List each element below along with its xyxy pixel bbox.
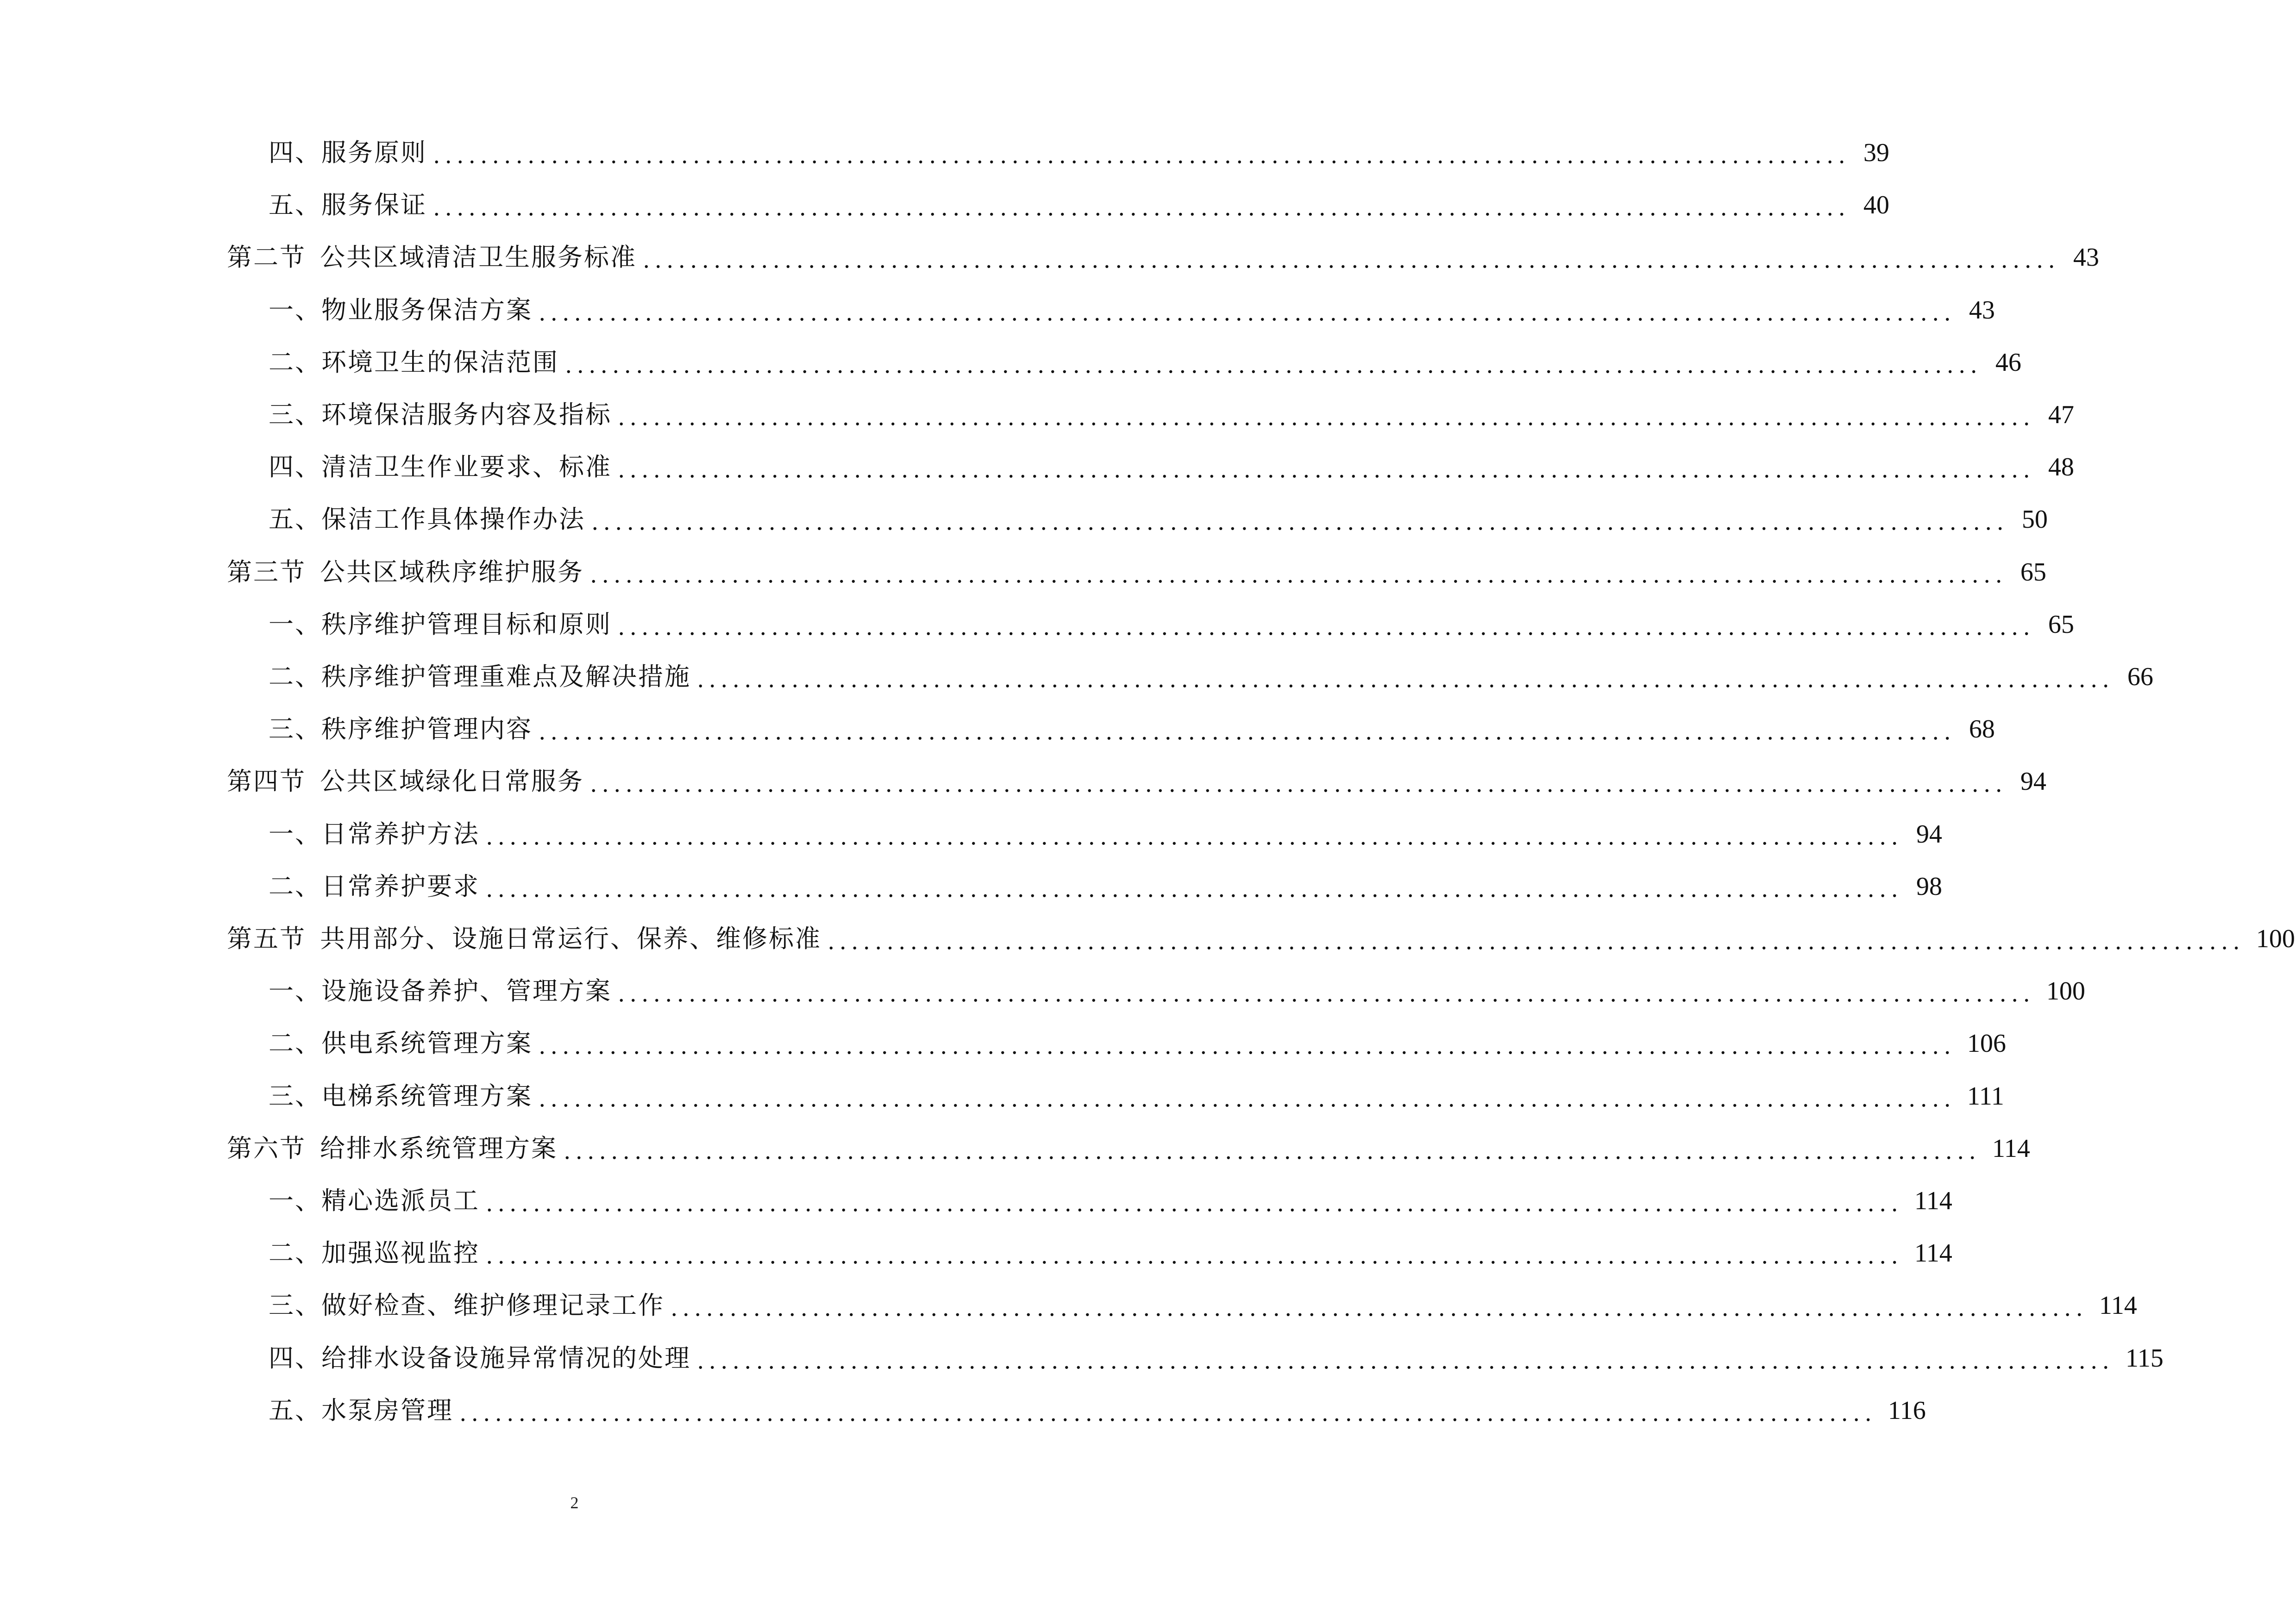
toc-dot-leader: ........................................................................................................................ [486,822,1903,850]
toc-page-number: 114 [1914,1187,1952,1215]
toc-entry-title [227,761,584,802]
toc-subsection-entry[interactable] [269,499,2048,540]
toc-dot-leader: ........................................................................................................................ [565,350,1982,378]
toc-section-number: 第四节 [227,767,306,796]
toc-page-number: 43 [2073,243,2099,272]
toc-entry-title [269,1285,665,1326]
toc-dot-leader: ........................................................................................................................ [618,403,2035,431]
toc-page-number: 114 [1992,1134,2030,1163]
toc-entry-label: 公共区域清洁卫生服务标准 [320,243,637,272]
toc-page-number: 111 [1967,1081,2004,1111]
toc-dot-leader: ........................................................................................................................ [592,507,2009,536]
toc-entry-title [269,813,480,855]
toc-dot-leader: ........................................................................................................................ [539,298,1956,326]
toc-dot-leader: ........................................................................................................................ [618,612,2035,640]
toc-entry-title [269,1232,480,1274]
toc-dot-leader: ........................................................................................................................ [697,1346,2114,1374]
toc-section-number: 第六节 [227,1133,306,1163]
toc-entry-label: 二、加强巡视监控 [269,1238,480,1268]
toc-page-number: 50 [2022,505,2048,534]
toc-section-entry[interactable] [227,761,2046,802]
toc-subsection-entry[interactable] [269,970,2085,1012]
toc-dot-leader: ........................................................................................................................ [486,1189,1903,1217]
toc-entry-label: 公共区域绿化日常服务 [320,767,584,796]
toc-entry-label: 三、做好检查、维护修理记录工作 [269,1291,665,1320]
toc-page-number: 68 [1969,715,1995,744]
toc-entry-title [269,708,533,750]
toc-entry-label: 五、保洁工作具体操作办法 [269,505,585,534]
toc-page-number: 94 [2020,767,2046,796]
toc-subsection-entry[interactable] [269,1023,2006,1064]
toc-section-number: 第五节 [227,924,306,953]
toc-entry-label: 四、给排水设备设施异常情况的处理 [269,1343,691,1373]
toc-page-number: 66 [2127,662,2153,691]
toc-entry-title [269,1075,533,1117]
toc-subsection-entry[interactable] [269,1337,2163,1379]
toc-dot-leader: ........................................................................................................................ [486,1241,1903,1269]
toc-entry-label: 一、物业服务保洁方案 [269,295,533,325]
toc-dot-leader: ........................................................................................................................ [828,927,2245,955]
toc-page-number: 106 [1967,1029,2006,1058]
toc-subsection-entry[interactable] [269,394,2074,436]
toc-subsection-entry[interactable] [269,446,2074,488]
toc-entry-title [269,132,427,174]
toc-page-number: 116 [1888,1396,1926,1425]
toc-subsection-entry[interactable] [269,656,2153,698]
toc-subsection-entry[interactable] [269,604,2074,645]
toc-dot-leader: ........................................................................................................................ [433,193,1850,221]
toc-section-number: 第二节 [227,243,306,272]
toc-entry-label: 共用部分、设施日常运行、保养、维修标准 [320,924,821,953]
toc-entry-label: 一、设施设备养护、管理方案 [269,976,612,1006]
toc-entry-label: 二、日常养护要求 [269,871,480,901]
toc-entry-title [227,1128,558,1169]
toc-page-number: 100 [2046,977,2085,1006]
toc-entry-title [269,1337,691,1379]
toc-dot-leader: ........................................................................................................................ [460,1398,1877,1426]
toc-entry-title [269,604,612,645]
toc-entry-title [227,918,821,960]
toc-page-number: 47 [2048,400,2074,429]
toc-dot-leader: ........................................................................................................................ [539,1084,1956,1112]
toc-entry-title [269,289,533,331]
toc-dot-leader: ........................................................................................................................ [618,455,2035,483]
toc-entry-title [269,1390,453,1431]
toc-entry-title [269,499,585,540]
toc-entry-label: 给排水系统管理方案 [320,1133,558,1163]
page-number: 2 [570,1493,579,1512]
toc-dot-leader: ........................................................................................................................ [671,1293,2088,1322]
toc-subsection-entry[interactable] [269,1075,2004,1117]
toc-subsection-entry[interactable] [269,1232,1952,1274]
toc-entry-label: 五、服务保证 [269,190,427,220]
toc-subsection-entry[interactable] [269,813,1942,855]
toc-subsection-entry[interactable] [269,708,1995,750]
toc-entry-title [269,970,612,1012]
toc-entry-label: 二、供电系统管理方案 [269,1029,533,1058]
toc-entry-title [227,237,637,278]
toc-page-number: 100 [2256,924,2295,953]
toc-page-number: 94 [1916,819,1942,849]
toc-subsection-entry[interactable] [269,184,1889,226]
toc-subsection-entry[interactable] [269,289,1995,331]
toc-dot-leader: ........................................................................................................................ [618,979,2035,1007]
toc-dot-leader: ........................................................................................................................ [486,874,1903,902]
toc-dot-leader: ........................................................................................................................ [590,769,2007,798]
toc-dot-leader: ........................................................................................................................ [433,141,1850,169]
toc-subsection-entry[interactable] [269,342,2021,383]
toc-entry-label: 二、环境卫生的保洁范围 [269,347,559,377]
toc-entry-label: 三、环境保洁服务内容及指标 [269,400,612,429]
toc-entry-label: 一、日常养护方法 [269,819,480,849]
toc-entry-label: 二、秩序维护管理重难点及解决措施 [269,662,691,691]
toc-entry-label: 公共区域秩序维护服务 [320,557,584,587]
toc-entry-label: 五、水泵房管理 [269,1395,453,1425]
toc-entry-title [269,866,480,907]
toc-dot-leader: ........................................................................................................................ [564,1136,1981,1164]
toc-page-number: 43 [1969,295,1995,325]
toc-page-number: 65 [2020,557,2046,587]
toc-entry-label: 三、电梯系统管理方案 [269,1081,533,1111]
toc-dot-leader: ........................................................................................................................ [539,717,1956,745]
toc-entry-title [269,394,612,436]
toc-subsection-entry[interactable] [269,1285,2137,1326]
toc-subsection-entry[interactable] [269,1180,1952,1222]
toc-dot-leader: ........................................................................................................................ [539,1031,1956,1060]
toc-page-number: 48 [2048,453,2074,482]
toc-subsection-entry[interactable] [269,866,1942,907]
toc-dot-leader: ........................................................................................................................ [643,245,2060,274]
toc-section-entry[interactable] [227,1128,2030,1169]
toc-page-number: 114 [1914,1239,1952,1268]
toc-subsection-entry[interactable] [269,132,1889,174]
toc-entry-title [227,551,584,593]
toc-entry-title [269,1023,533,1064]
toc-section-entry[interactable] [227,551,2046,593]
toc-subsection-entry[interactable] [269,1390,1926,1431]
toc-entry-title [269,1180,480,1222]
toc-entry-title [269,184,427,226]
toc-dot-leader: ........................................................................................................................ [590,560,2007,588]
toc-entry-title [269,656,691,698]
toc-page-number: 114 [2099,1291,2137,1320]
toc-section-number: 第三节 [227,557,306,587]
toc-page-number: 115 [2126,1343,2163,1373]
toc-entry-title [269,342,559,383]
toc-page-number: 98 [1916,872,1942,901]
toc-page-number: 65 [2048,610,2074,639]
toc-entry-label: 一、秩序维护管理目标和原则 [269,609,612,639]
toc-page-number: 39 [1863,138,1889,167]
toc-entry-title [269,446,612,488]
toc-section-entry[interactable] [227,918,2295,960]
toc-entry-label: 一、精心选派员工 [269,1186,480,1215]
toc-entry-label: 四、清洁卫生作业要求、标准 [269,452,612,482]
toc-page-number: 46 [1995,348,2021,377]
toc-entry-label: 四、服务原则 [269,138,427,167]
toc-dot-leader: ........................................................................................................................ [697,665,2114,693]
toc-section-entry[interactable] [227,237,2099,278]
toc-page-number: 40 [1863,191,1889,220]
toc-entry-label: 三、秩序维护管理内容 [269,714,533,744]
